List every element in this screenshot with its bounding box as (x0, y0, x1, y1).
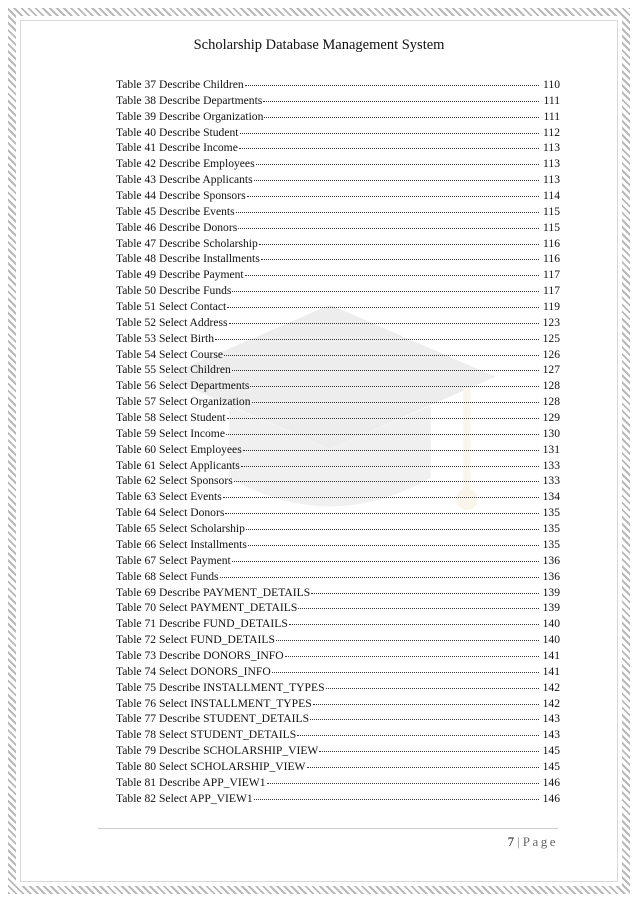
toc-entry-page: 128 (542, 379, 560, 393)
toc-entry-label: Table 53 Select Birth (116, 331, 215, 345)
toc-entry-page: 142 (542, 680, 560, 694)
toc-entry-page: 141 (542, 664, 560, 678)
toc-entry-label: Table 49 Describe Payment (116, 268, 244, 282)
toc-entry-page: 129 (542, 411, 560, 425)
toc-entry-label: Table 81 Describe APP_VIEW1 (116, 775, 266, 789)
toc-dot-leader (285, 645, 539, 657)
toc-dot-leader (227, 407, 539, 419)
toc-entry-page: 145 (542, 744, 560, 758)
toc-entry-page: 139 (542, 601, 560, 615)
toc-entry-label: Table 44 Describe Sponsors (116, 189, 246, 203)
toc-entry-page: 136 (542, 569, 560, 583)
toc-entry-label: Table 62 Select Sponsors (116, 474, 233, 488)
toc-dot-leader (227, 296, 539, 308)
toc-entry-page: 128 (542, 395, 560, 409)
toc-entry-page: 145 (542, 759, 560, 773)
toc-entry-page: 142 (542, 696, 560, 710)
toc-entry-page: 119 (543, 300, 560, 314)
toc-entry-label: Table 76 Select INSTALLMENT_TYPES (116, 696, 312, 710)
page-footer (508, 834, 558, 850)
toc-entry-label: Table 80 Select SCHOLARSHIP_VIEW (116, 759, 306, 773)
footer-divider (98, 828, 558, 829)
toc-entry-page: 139 (542, 585, 560, 599)
toc-entry-page: 133 (542, 458, 560, 472)
toc-entry-page: 135 (542, 537, 560, 551)
toc-entry-page: 135 (542, 506, 560, 520)
toc-entry-page: 133 (542, 474, 560, 488)
toc-dot-leader (226, 423, 539, 435)
toc-dot-leader (297, 724, 539, 736)
toc-dot-leader (261, 248, 539, 260)
toc-entry-page: 110 (543, 78, 560, 91)
toc-entry-page: 130 (542, 426, 560, 440)
toc-entry-label: Table 41 Describe Income (116, 141, 238, 155)
toc-dot-leader (307, 756, 540, 768)
footer-separator: | (517, 834, 520, 849)
toc-entry-page: 146 (542, 791, 560, 805)
toc-dot-leader (241, 455, 539, 467)
toc-dot-leader (243, 439, 539, 451)
toc-dot-leader (289, 613, 539, 625)
toc-entry-label: Table 57 Select Organization (116, 395, 251, 409)
toc-entry-label: Table 77 Describe STUDENT_DETAILS (116, 712, 310, 726)
toc-entry-label: Table 68 Select Funds (116, 569, 219, 583)
toc-entry-label: Table 55 Select Children (116, 363, 231, 377)
toc-dot-leader (232, 280, 539, 292)
toc-entry-label: Table 79 Describe SCHOLARSHIP_VIEW (116, 744, 319, 758)
toc-entry-page: 116 (543, 236, 560, 250)
toc-entry-page: 140 (542, 617, 560, 631)
toc-entry-page: 131 (542, 442, 560, 456)
toc-entry-label: Table 52 Select Address (116, 315, 228, 329)
toc-dot-leader (298, 597, 539, 609)
toc-dot-leader (250, 375, 539, 387)
toc-entry[interactable] (116, 790, 560, 806)
toc-dot-leader (256, 153, 539, 165)
toc-dot-leader (248, 534, 539, 546)
toc-entry-page: 113 (543, 141, 560, 155)
toc-entry-label: Table 59 Select Income (116, 426, 225, 440)
toc-entry-label: Table 48 Describe Installments (116, 252, 260, 266)
toc-entry-label: Table 54 Select Course (116, 347, 224, 361)
toc-entry-page: 112 (543, 125, 560, 139)
toc-dot-leader (246, 518, 539, 530)
toc-entry-label: Table 78 Select STUDENT_DETAILS (116, 728, 297, 742)
toc-entry-page: 141 (542, 648, 560, 662)
toc-entry-page: 116 (543, 252, 560, 266)
toc-entry-label: Table 56 Select Departments (116, 379, 250, 393)
toc-dot-leader (239, 137, 539, 149)
toc-entry-label: Table 73 Describe DONORS_INFO (116, 648, 284, 662)
table-of-contents-list (116, 76, 560, 806)
toc-entry-label: Table 47 Describe Scholarship (116, 236, 258, 250)
toc-dot-leader (319, 740, 539, 752)
toc-entry-page: 146 (542, 775, 560, 789)
toc-entry-label: Table 67 Select Payment (116, 553, 231, 567)
toc-entry-label: Table 45 Describe Events (116, 204, 235, 218)
toc-dot-leader (259, 233, 539, 245)
toc-dot-leader (247, 185, 539, 197)
toc-entry-label: Table 42 Describe Employees (116, 157, 255, 171)
toc-entry-page: 117 (543, 268, 560, 282)
toc-entry-label: Table 50 Describe Funds (116, 284, 232, 298)
toc-entry-page: 115 (543, 204, 560, 218)
toc-entry-page: 136 (542, 553, 560, 567)
toc-entry-label: Table 71 Describe FUND_DETAILS (116, 617, 288, 631)
toc-dot-leader (267, 772, 539, 784)
toc-entry-page: 111 (543, 93, 560, 107)
toc-entry-page: 135 (542, 522, 560, 536)
toc-dot-leader (254, 169, 539, 181)
toc-dot-leader (240, 122, 540, 134)
toc-dot-leader (245, 264, 539, 276)
toc-dot-leader (234, 470, 539, 482)
toc-entry-label: Table 40 Describe Student (116, 125, 239, 139)
toc-entry-label: Table 39 Describe Organization (116, 109, 264, 123)
toc-entry-label: Table 43 Describe Applicants (116, 173, 253, 187)
toc-dot-leader (215, 328, 539, 340)
toc-entry-page: 123 (542, 315, 560, 329)
page-word: Page (522, 834, 558, 849)
toc-entry-label: Table 46 Describe Donors (116, 220, 238, 234)
page-number: 7 (507, 834, 515, 849)
toc-entry-label: Table 82 Select APP_VIEW1 (116, 791, 253, 805)
toc-dot-leader (254, 788, 539, 800)
toc-dot-leader (224, 344, 539, 356)
toc-entry-page: 117 (543, 284, 560, 298)
toc-entry-page: 125 (542, 331, 560, 345)
toc-entry-page: 143 (542, 712, 560, 726)
toc-entry-label: Table 70 Select PAYMENT_DETAILS (116, 601, 298, 615)
toc-dot-leader (276, 629, 539, 641)
toc-entry-page: 127 (542, 363, 560, 377)
toc-dot-leader (225, 502, 539, 514)
toc-entry-label: Table 75 Describe INSTALLMENT_TYPES (116, 680, 325, 694)
page-header-title: Scholarship Database Management System (193, 37, 445, 53)
toc-dot-leader (252, 391, 539, 403)
toc-dot-leader (232, 550, 539, 562)
toc-dot-leader (272, 661, 539, 673)
toc-dot-leader (311, 582, 539, 594)
toc-entry-label: Table 37 Describe Children (116, 78, 244, 91)
toc-entry-page: 113 (543, 157, 560, 171)
toc-dot-leader (232, 359, 539, 371)
toc-entry-label: Table 74 Select DONORS_INFO (116, 664, 271, 678)
toc-entry-label: Table 58 Select Student (116, 411, 226, 425)
toc-entry-label: Table 61 Select Applicants (116, 458, 240, 472)
toc-dot-leader (263, 90, 539, 102)
toc-entry-page: 113 (543, 173, 560, 187)
toc-dot-leader (229, 312, 539, 324)
toc-dot-leader (245, 74, 539, 86)
toc-dot-leader (326, 677, 539, 689)
toc-entry-page: 134 (542, 490, 560, 504)
toc-dot-leader (223, 486, 539, 498)
toc-entry-label: Table 66 Select Installments (116, 537, 247, 551)
toc-entry-page: 111 (543, 109, 560, 123)
toc-entry-label: Table 51 Select Contact (116, 300, 227, 314)
toc-entry-label: Table 38 Describe Departments (116, 93, 263, 107)
toc-dot-leader (236, 201, 539, 213)
toc-dot-leader (220, 566, 539, 578)
toc-entry-page: 143 (542, 728, 560, 742)
toc-entry-page: 126 (542, 347, 560, 361)
toc-entry-page: 140 (542, 633, 560, 647)
toc-entry-label: Table 69 Describe PAYMENT_DETAILS (116, 585, 311, 599)
toc-entry-page: 114 (543, 189, 560, 203)
toc-entry-label: Table 64 Select Donors (116, 506, 225, 520)
toc-dot-leader (313, 693, 539, 705)
toc-entry-label: Table 60 Select Employees (116, 442, 242, 456)
toc-entry-label: Table 65 Select Scholarship (116, 522, 245, 536)
toc-dot-leader (264, 106, 539, 118)
toc-entry-label: Table 72 Select FUND_DETAILS (116, 633, 275, 647)
toc-entry-page: 115 (543, 220, 560, 234)
toc-entry-label: Table 63 Select Events (116, 490, 222, 504)
toc-dot-leader (238, 217, 539, 229)
toc-dot-leader (310, 708, 539, 720)
